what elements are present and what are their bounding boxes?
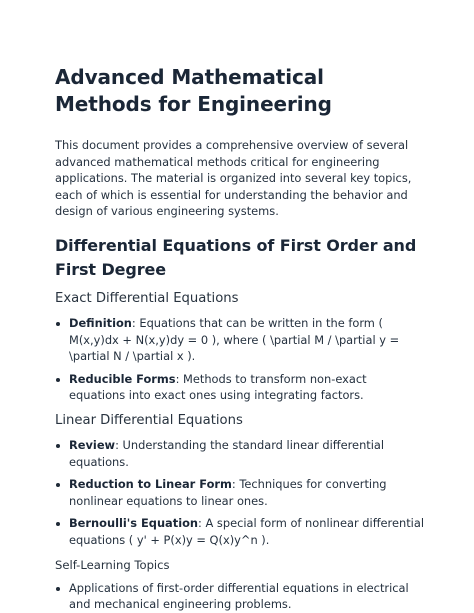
item-text: : Techniques for converting nonlinear equations to linear ones. <box>69 477 387 508</box>
item-text: : Methods to transform non-exact equations into exact ones using integrating factors. <box>69 371 367 403</box>
self-learning-list <box>55 580 424 613</box>
item-term: Definition <box>69 315 132 330</box>
list-item <box>55 476 424 509</box>
list-item <box>55 437 424 470</box>
document-title: Advanced Mathematical Methods for Engineering <box>55 65 332 116</box>
list-item <box>55 315 424 365</box>
list-item <box>55 515 424 548</box>
bullet-icon <box>56 322 60 326</box>
linear-equations-list <box>55 437 424 549</box>
item-term: Bernoulli's Equation <box>69 516 199 531</box>
section-heading: Differential Equations of First Order and First Degree <box>55 235 417 279</box>
bullet-icon <box>56 483 60 487</box>
list-item <box>55 371 424 404</box>
list-item <box>55 580 424 613</box>
subsection-heading-exact: Exact Differential Equations <box>55 290 239 306</box>
item-text: : Understanding the standard linear differential equations. <box>69 437 385 469</box>
bullet-icon <box>56 522 60 526</box>
item-term: Reduction to Linear Form <box>69 477 232 492</box>
exact-equations-list <box>55 315 424 404</box>
item-term: Review <box>69 437 116 452</box>
item-text: : A special form of nonlinear differential equations ( y' + P(x)y = Q(x)y^n ). <box>69 516 424 547</box>
bullet-icon <box>56 444 60 448</box>
bullet-icon <box>56 587 60 591</box>
item-text: : Equations that can be written in the form ( M(x,y)dx + N(x,y)dy = 0 ), where ( \partial M / \partial y = \partial N / \partial x ). <box>69 315 400 364</box>
subsection-heading-self-learning: Self-Learning Topics <box>55 557 170 572</box>
item-term: Reducible Forms <box>69 371 176 386</box>
intro-paragraph: This document provides a comprehensive overview of several advanced mathematical methods critical for engineering applications. The material is organized into several key topics, each of which is essential for understanding the behavior and design of various engineering systems. <box>55 138 412 219</box>
bullet-icon <box>56 378 60 382</box>
item-text: Applications of first-order differential equations in electrical and mechanical engineering problems. <box>69 580 409 612</box>
subsection-heading-linear: Linear Differential Equations <box>55 412 243 428</box>
